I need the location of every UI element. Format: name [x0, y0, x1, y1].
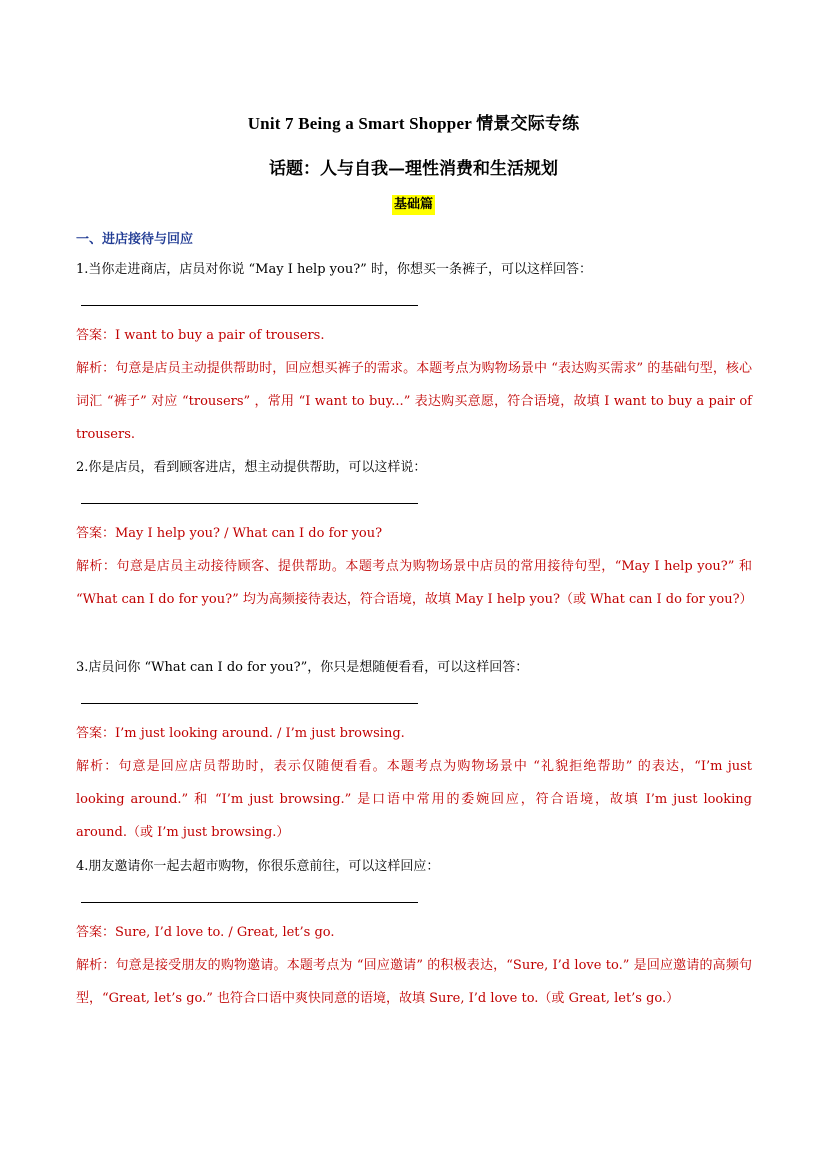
- explanation-text: 解析：句意是回应店员帮助时，表示仅随便看看。本题考点为购物场景中 “礼貌拒绝帮助” 的表达，“I’m just looking around.” 和 “I’m just browsing.” 是口语中常用的委婉回应，符合语境，故填 I’m just looking around.（或 I’m just browsing.）: [76, 759, 752, 840]
- question-block-1: [76, 253, 752, 451]
- answer-text: 答案：I want to buy a pair of trousers.: [76, 328, 325, 343]
- question-block-3: [76, 651, 752, 849]
- answer-blank-line: [81, 703, 418, 704]
- page-title: Unit 7 Being a Smart Shopper 情景交际专练: [247, 114, 580, 133]
- section-heading: 一、进店接待与回应: [76, 232, 194, 247]
- explanation-text: 解析：句意是店员主动提供帮助时，回应想买裤子的需求。本题考点为购物场景中 “表达购买需求” 的基础句型，核心词汇 “裤子” 对应 “trousers” ，常用 “I want to buy...” 表达购买意愿，符合语境，故填 I want to buy a pair of trousers.: [76, 361, 752, 442]
- question-text: 2.你是店员，看到顾客进店，想主动提供帮助，可以这样说：: [76, 460, 427, 475]
- answer-text: 答案：May I help you? / What can I do for you?: [76, 526, 383, 541]
- answer-blank-line: [81, 305, 418, 306]
- question-block-2: [76, 451, 752, 616]
- explanation-text: 解析：句意是店员主动接待顾客、提供帮助。本题考点为购物场景中店员的常用接待句型，“May I help you?” 和 “What can I do for you?” 均为高频接待表达，符合语境，故填 May I help you?（或 What can I do for you?）: [76, 559, 753, 607]
- answer-text: 答案：I’m just looking around. / I’m just browsing.: [76, 726, 405, 741]
- answer-text: 答案：Sure, I’d love to. / Great, let’s go.: [76, 925, 335, 940]
- level-label-container: [0, 193, 827, 215]
- question-text: 1.当你走进商店，店员对你说 “May I help you?” 时，你想买一条裤子，可以这样回答：: [76, 262, 592, 277]
- answer-blank-line: [81, 503, 418, 504]
- answer-blank-line: [81, 902, 418, 903]
- level-label: 基础篇: [392, 195, 435, 215]
- explanation-text: 解析：句意是接受朋友的购物邀请。本题考点为 “回应邀请” 的积极表达，“Sure, I’d love to.” 是回应邀请的高频句型，“Great, let’s go.” 也符合口语中爽快同意的语境，故填 Sure, I’d love to.（或 Great, let’s go.）: [76, 958, 752, 1006]
- question-text: 3.店员问你 “What can I do for you?”，你只是想随便看看，可以这样回答：: [76, 660, 529, 675]
- question-text: 4.朋友邀请你一起去超市购物，你很乐意前往，可以这样回应：: [76, 859, 440, 874]
- page-subtitle: 话题：人与自我—理性消费和生活规划: [269, 159, 558, 179]
- question-block-4: [76, 850, 752, 1015]
